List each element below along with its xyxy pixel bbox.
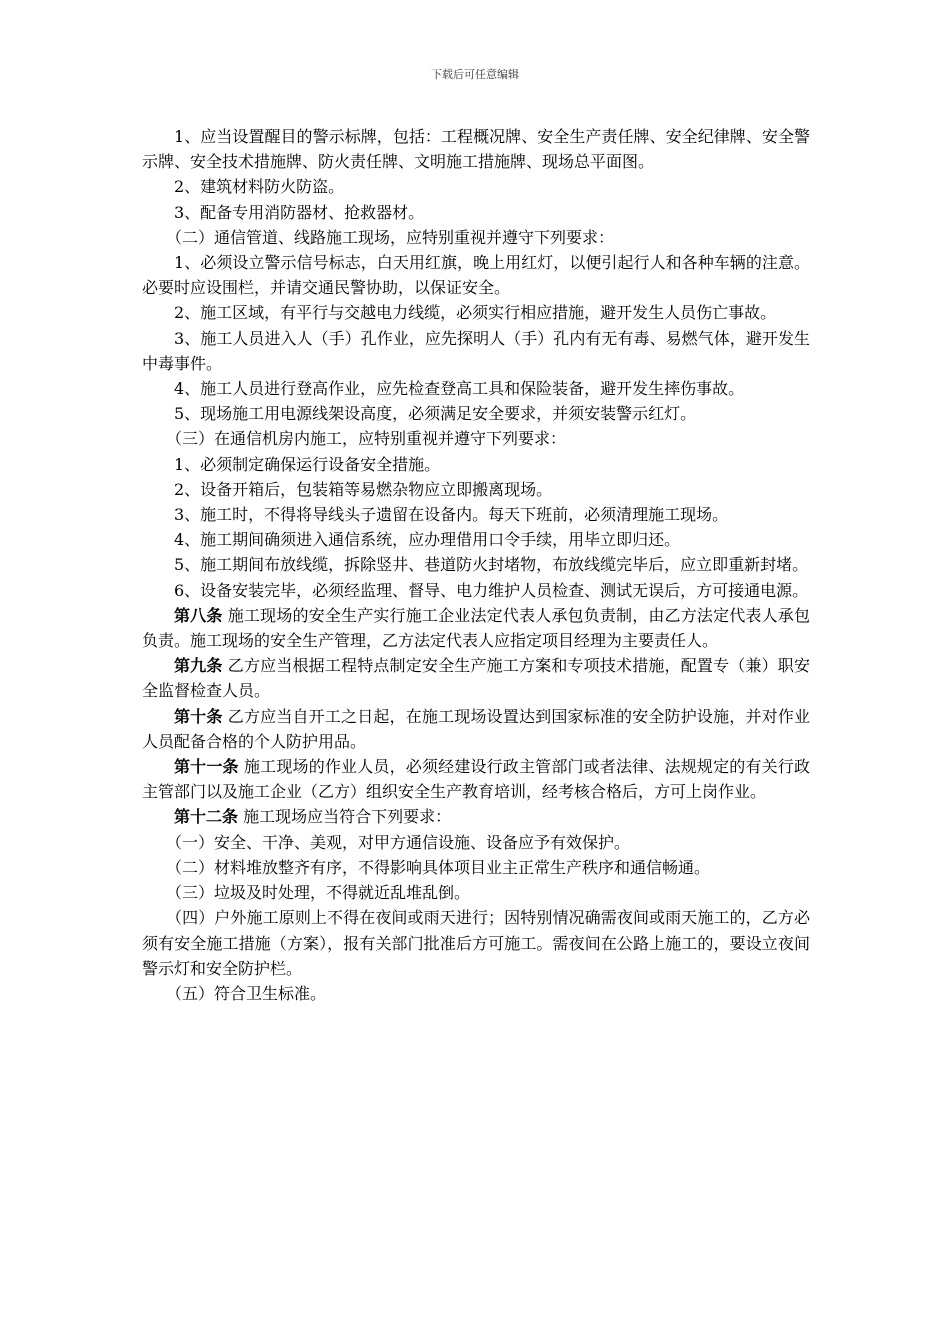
paragraph-text: 3、施工人员进入人（手）孔作业，应先探明人（手）孔内有无有毒、易燃气体，避开发生中毒事件。 — [142, 328, 810, 373]
article-number: 第十条 — [174, 706, 223, 726]
paragraph — [142, 880, 810, 905]
paragraph — [142, 200, 810, 225]
paragraph-text: 5、施工期间布放线缆，拆除竖井、巷道防火封堵物，布放线缆完毕后，应立即重新封堵。 — [174, 555, 809, 575]
paragraph — [142, 981, 810, 1006]
paragraph-text: （三）垃圾及时处理，不得就近乱堆乱倒。 — [166, 883, 471, 903]
paragraph-text: 乙方应当自开工之日起，在施工现场设置达到国家标准的安全防护设施，并对作业人员配备合格的个人防护用品。 — [142, 706, 810, 751]
article-paragraph — [142, 603, 810, 653]
paragraph-text: 施工现场的安全生产实行施工企业法定代表人承包负责制，由乙方法定代表人承包负责。施工现场的安全生产管理，乙方法定代表人应指定项目经理为主要责任人。 — [142, 605, 810, 651]
paragraph-text: 1、必须设立警示信号标志，白天用红旗，晚上用红灯，以便引起行人和各种车辆的注意。必要时应设围栏，并请交通民警协助，以保证安全。 — [142, 253, 810, 298]
paragraph — [142, 401, 810, 426]
paragraph-text: （四）户外施工原则上不得在夜间或雨天进行；因特别情况确需夜间或雨天施工的，乙方必须有安全施工措施（方案），报有关部门批准后方可施工。需夜间在公路上施工的，要设立夜间警示灯和安全防护栏。 — [142, 908, 810, 978]
paragraph — [142, 452, 810, 477]
article-number: 第十一条 — [174, 757, 239, 777]
paragraph — [142, 174, 810, 199]
paragraph — [142, 477, 810, 502]
paragraph — [142, 830, 810, 855]
paragraph-text: 6、设备安装完毕，必须经监理、督导、电力维护人员检查、测试无误后，方可接通电源。 — [174, 580, 809, 600]
paragraph-text: 乙方应当根据工程特点制定安全生产施工方案和专项技术措施，配置专（兼）职安全监督检查人员。 — [142, 656, 810, 701]
document-body — [142, 124, 810, 1006]
paragraph — [142, 552, 810, 577]
article-number: 第八条 — [174, 605, 223, 625]
paragraph — [142, 578, 810, 603]
article-paragraph — [142, 804, 810, 829]
paragraph — [142, 250, 810, 300]
paragraph — [142, 426, 810, 451]
paragraph-text: （一）安全、干净、美观，对甲方通信设施、设备应予有效保护。 — [166, 832, 631, 852]
paragraph-text: 2、设备开箱后，包装箱等易燃杂物应立即搬离现场。 — [174, 479, 553, 499]
paragraph-text: 3、配备专用消防器材、抢救器材。 — [174, 202, 425, 222]
paragraph-text: （二）通信管道、线路施工现场，应特别重视并遵守下列要求： — [166, 227, 615, 247]
paragraph — [142, 905, 810, 981]
paragraph-text: 施工现场的作业人员，必须经建设行政主管部门或者法律、法规规定的有关行政主管部门以及施工企业（乙方）组织安全生产教育培训，经考核合格后，方可上岗作业。 — [142, 757, 810, 802]
paragraph — [142, 527, 810, 552]
paragraph-text: 1、必须制定确保运行设备安全措施。 — [174, 454, 441, 474]
article-number: 第十二条 — [174, 807, 239, 827]
article-paragraph — [142, 704, 810, 754]
article-paragraph — [142, 754, 810, 804]
paragraph-text: 4、施工人员进行登高作业，应先检查登高工具和保险装备，避开发生摔伤事故。 — [174, 379, 745, 399]
article-number: 第九条 — [174, 656, 223, 676]
paragraph-text: 2、建筑材料防火防盗。 — [174, 177, 345, 197]
paragraph — [142, 502, 810, 527]
paragraph — [142, 124, 810, 174]
paragraph-text: 2、施工区域，有平行与交越电力线缆，必须实行相应措施，避开发生人员伤亡事故。 — [174, 303, 777, 323]
paragraph-text: （二）材料堆放整齐有序，不得影响具体项目业主正常生产秩序和通信畅通。 — [166, 857, 711, 877]
paragraph — [142, 376, 810, 401]
paragraph — [142, 326, 810, 376]
paragraph-text: 施工现场应当符合下列要求： — [243, 807, 452, 827]
paragraph — [142, 855, 810, 880]
page-header: 下载后可任意编辑 — [431, 68, 519, 81]
paragraph-text: 5、现场施工用电源线架设高度，必须满足安全要求，并须安装警示红灯。 — [174, 404, 697, 424]
paragraph-text: 3、施工时，不得将导线头子遗留在设备内。每天下班前，必须清理施工现场。 — [174, 505, 729, 525]
paragraph-text: 4、施工期间确须进入通信系统，应办理借用口令手续，用毕立即归还。 — [174, 530, 681, 550]
paragraph-text: （三）在通信机房内施工，应特别重视并遵守下列要求： — [166, 429, 567, 449]
article-paragraph — [142, 653, 810, 703]
paragraph-text: 1、应当设置醒目的警示标牌，包括：工程概况牌、安全生产责任牌、安全纪律牌、安全警示牌、安全技术措施牌、防火责任牌、文明施工措施牌、现场总平面图。 — [142, 127, 810, 172]
paragraph — [142, 300, 810, 325]
paragraph-text: （五）符合卫生标准。 — [166, 983, 327, 1003]
paragraph — [142, 225, 810, 250]
